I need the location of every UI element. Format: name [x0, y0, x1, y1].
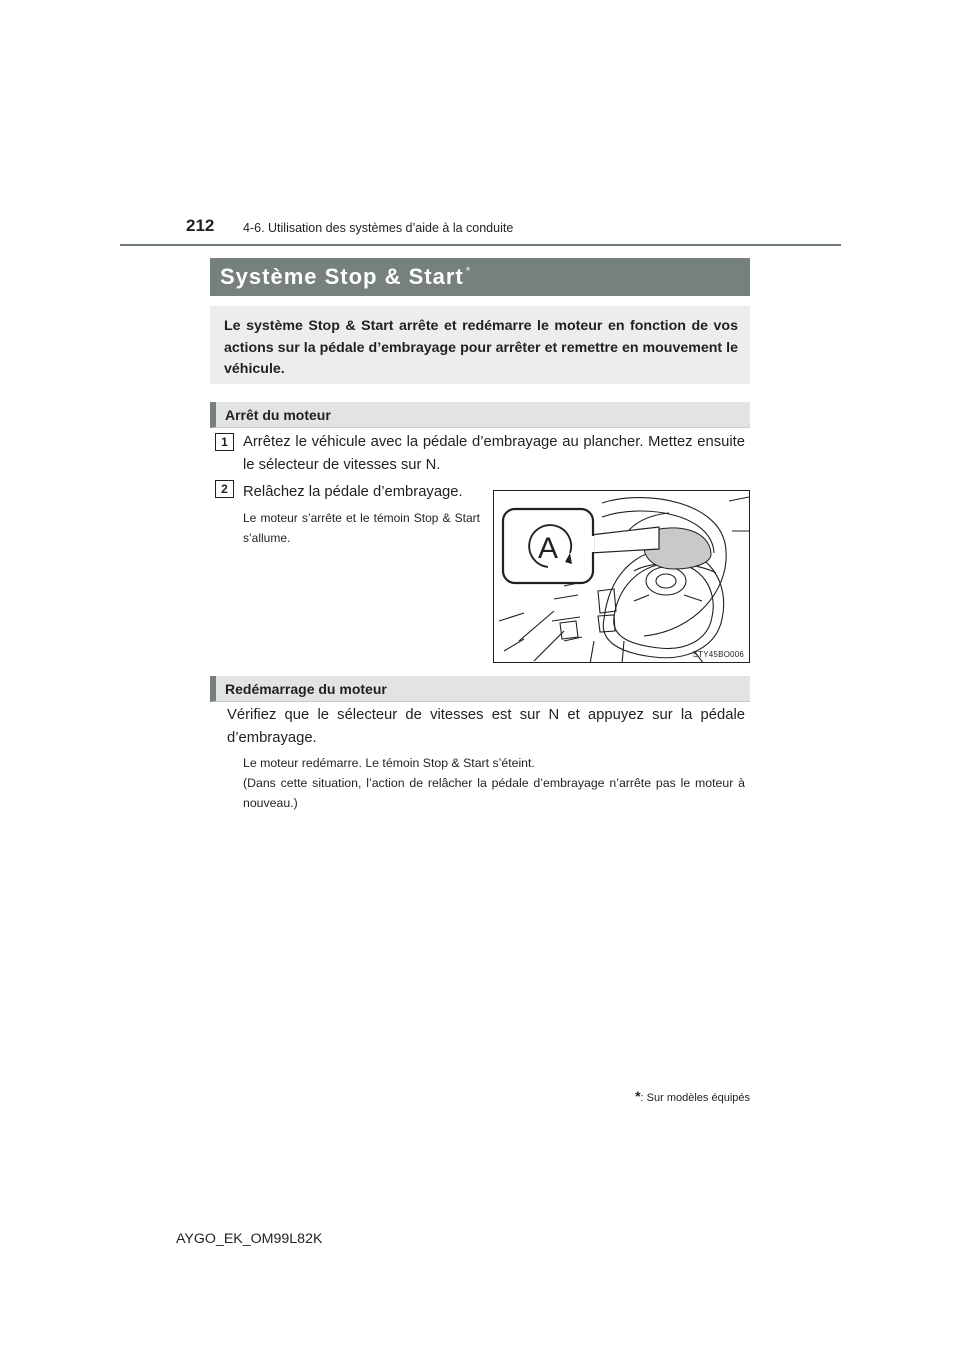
header-divider	[120, 244, 841, 246]
figure-code: STY45BO006	[692, 650, 744, 659]
step-number-1: 1	[215, 433, 234, 451]
restart-note-1: Le moteur redémarre. Le témoin Stop & Start s’éteint.	[243, 756, 535, 770]
section-title-text: Système Stop & Start	[220, 264, 464, 289]
section-title	[220, 264, 471, 290]
asterisk-icon: *	[465, 264, 472, 278]
subheading-stop-engine	[210, 402, 750, 428]
section-title-bar	[210, 258, 750, 296]
footnote	[620, 1088, 750, 1104]
restart-note-2: (Dans cette situation, l’action de relâcher la pédale d’embrayage n’arrête pas le moteur à nouveau.)	[243, 776, 745, 810]
subheading-restart-engine-label: Redémarrage du moteur	[225, 681, 387, 697]
step-2-note: Le moteur s’arrête et le témoin Stop & Start s’allume.	[243, 511, 480, 545]
page-number: 212	[186, 216, 215, 235]
dashboard-illustration	[494, 491, 750, 663]
stop-start-indicator-figure	[493, 490, 750, 663]
subheading-restart-engine	[210, 676, 750, 702]
step-number-2: 2	[215, 480, 234, 498]
subheading-stop-engine-label: Arrêt du moteur	[225, 407, 331, 423]
chapter-title: 4-6. Utilisation des systèmes d’aide à la conduite	[243, 221, 514, 235]
intro-box	[210, 306, 750, 384]
intro-text: Le système Stop & Start arrête et redémarre le moteur en fonction de vos actions sur la pédale d’embrayage pour arrêter et remettre en mouvement le véhicule.	[224, 318, 738, 377]
indicator-letter: A	[537, 532, 559, 565]
restart-text: Vérifiez que le sélecteur de vitesses est sur N et appuyez sur la pédale d’embrayage.	[227, 707, 745, 746]
footnote-text: : Sur modèles équipés	[640, 1092, 750, 1104]
model-code: AYGO_EK_OM99L82K	[176, 1231, 323, 1247]
asterisk-icon: *	[635, 1088, 641, 1104]
step-2-text: Relâchez la pédale d’embrayage.	[243, 484, 463, 500]
step-1-text: Arrêtez le véhicule avec la pédale d’embrayage au plancher. Mettez ensuite le sélecteur de vitesses sur N.	[243, 434, 745, 473]
